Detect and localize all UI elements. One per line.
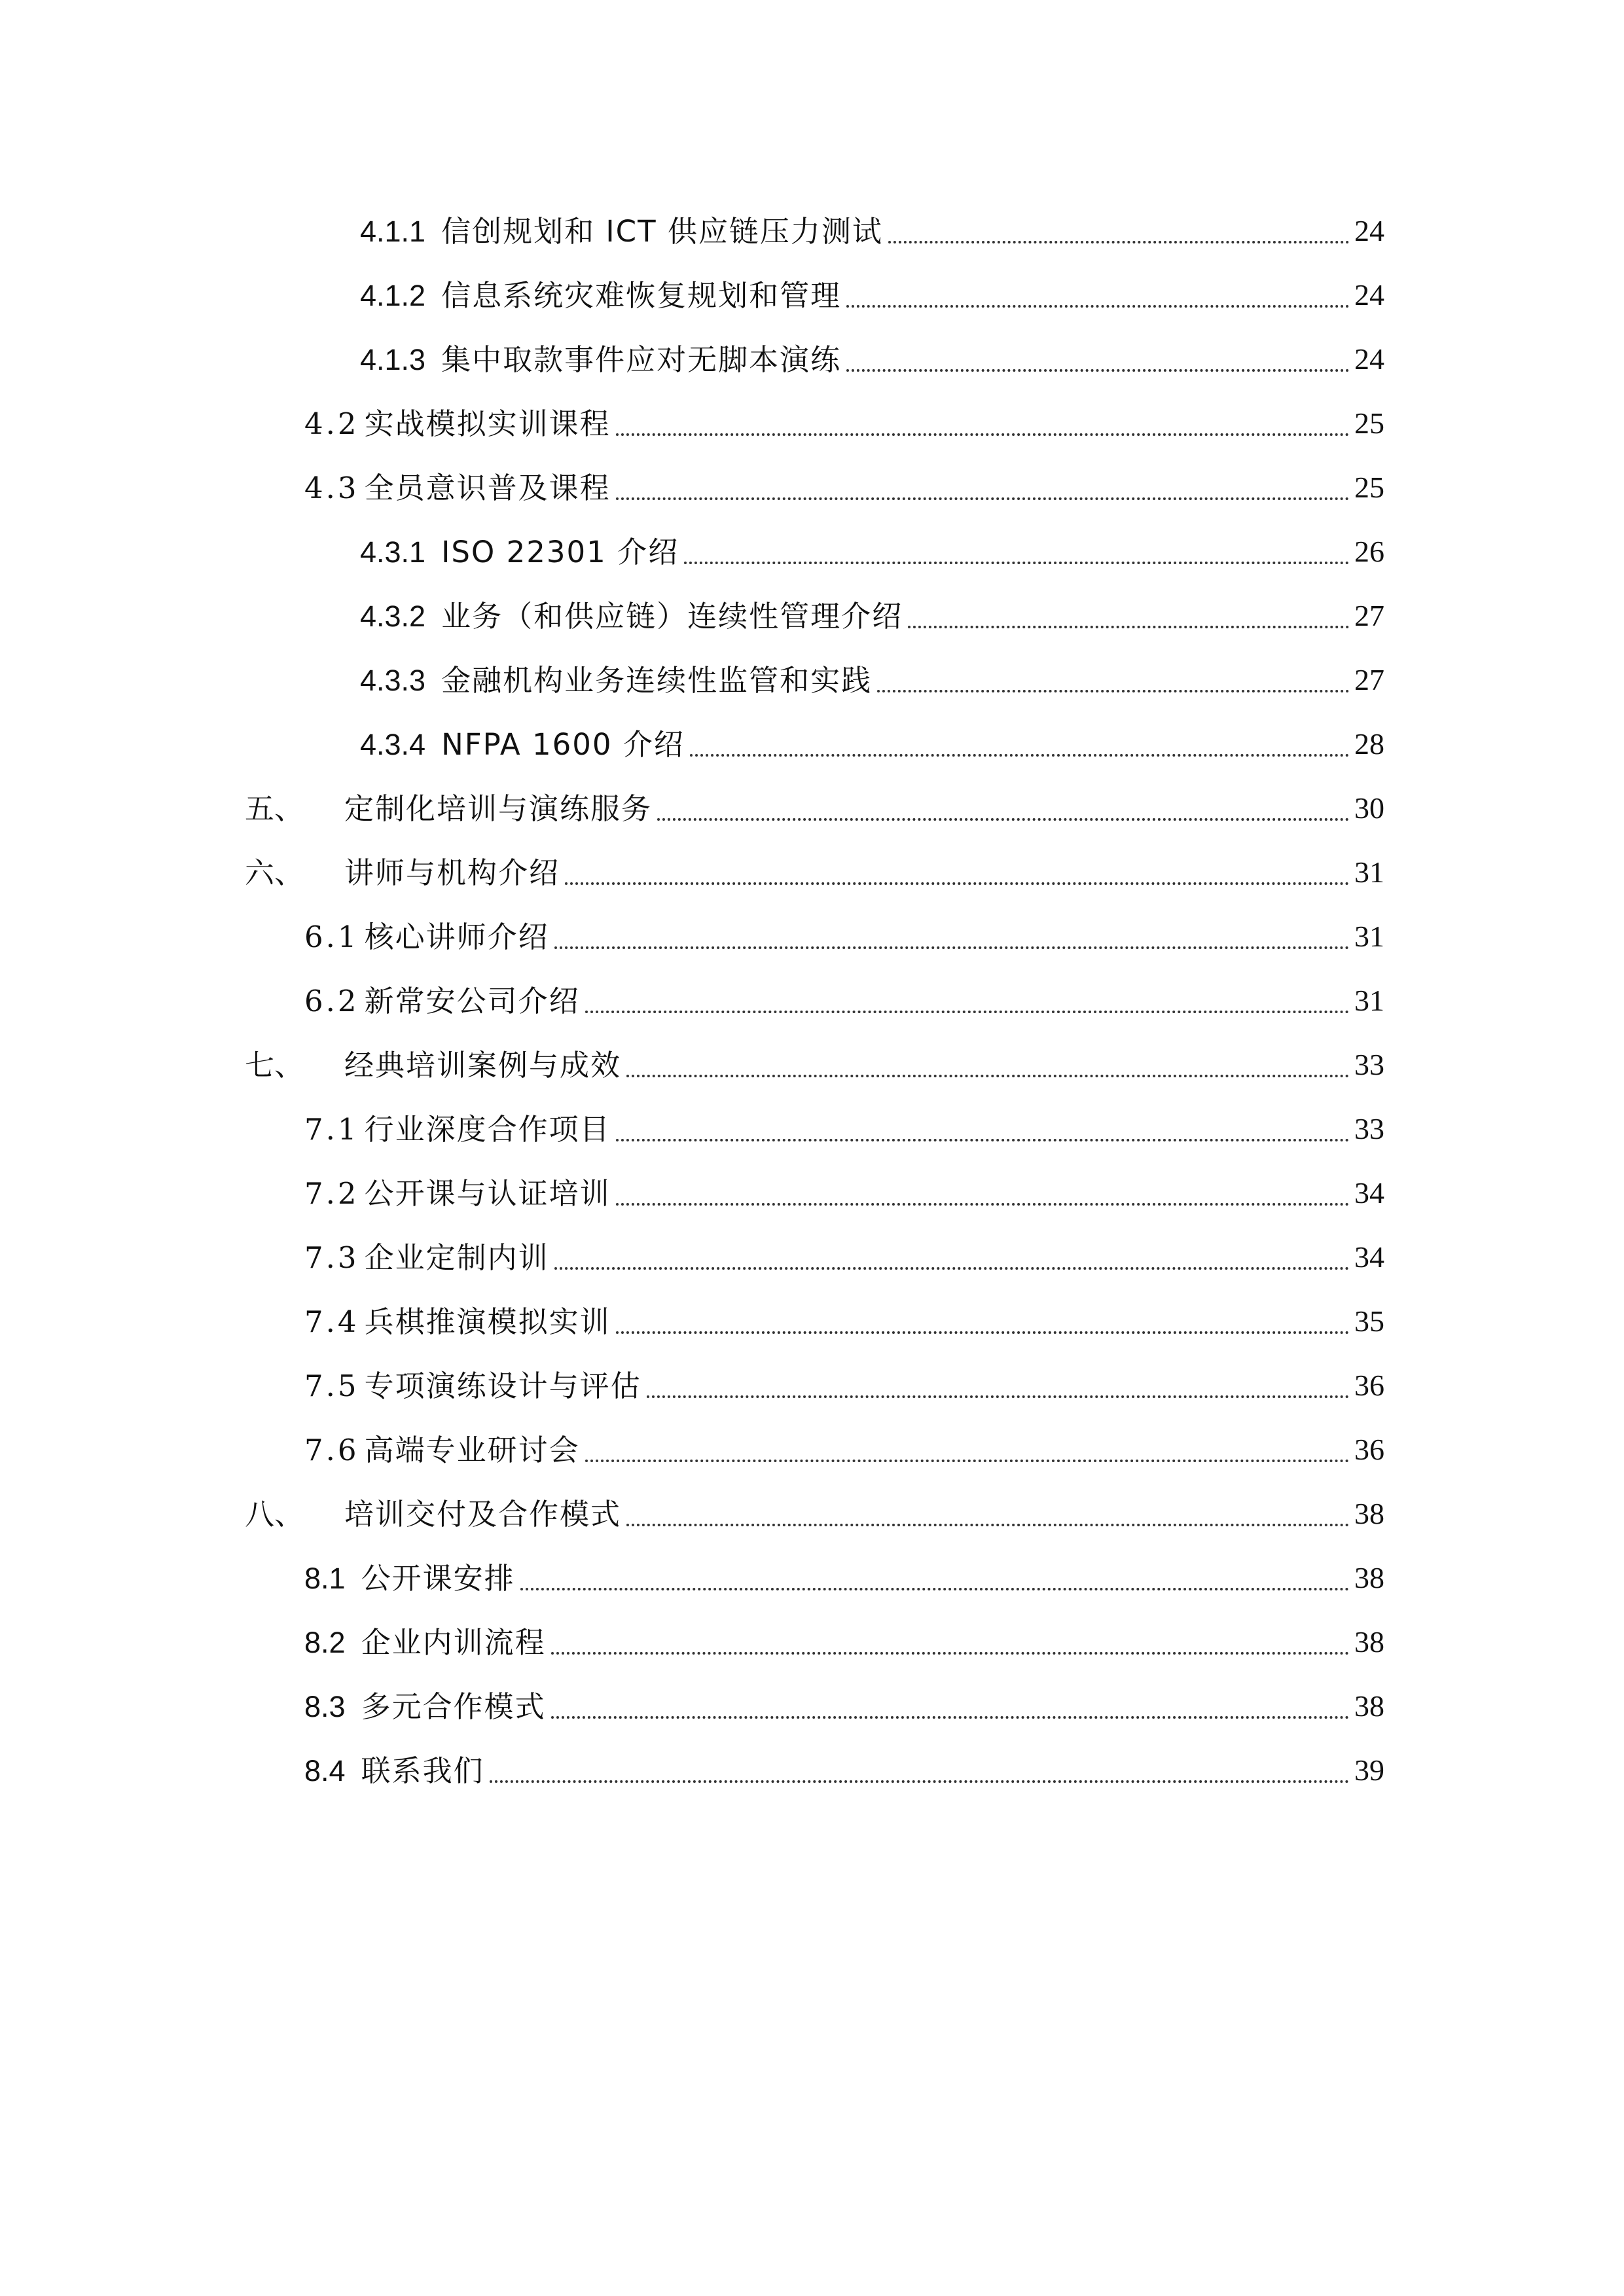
toc-entry-text [360, 534, 679, 569]
toc-page-number: 24 [1354, 278, 1384, 312]
toc-page-number: 35 [1354, 1304, 1384, 1338]
toc-entry-title: ISO 22301 介绍 [441, 534, 679, 569]
toc-entry-title: 高端专业研讨会 [364, 1432, 580, 1467]
toc-entry-number: 4.2 [304, 406, 359, 441]
toc-dot-leader [684, 562, 1349, 564]
toc-entry-number: 6.2 [304, 983, 359, 1018]
toc-entry[interactable] [0, 327, 1624, 391]
toc-entry-number: 8.2 [304, 1625, 346, 1659]
toc-entry-text [304, 1368, 641, 1403]
toc-page-number: 33 [1354, 1048, 1384, 1081]
toc-dot-leader [626, 1524, 1349, 1526]
toc-dot-leader [551, 1716, 1349, 1719]
toc-entry[interactable] [0, 520, 1624, 584]
toc-dot-leader [554, 946, 1349, 949]
toc-entry-number: 4.1.2 [360, 278, 426, 312]
toc-dot-leader [616, 1331, 1349, 1334]
toc-dot-leader [846, 369, 1349, 372]
toc-page-number: 26 [1354, 535, 1384, 568]
toc-dot-leader [846, 305, 1349, 308]
toc-entry[interactable] [0, 1674, 1624, 1738]
toc-entry[interactable] [0, 1033, 1624, 1097]
toc-entry[interactable] [0, 712, 1624, 776]
toc-entry[interactable] [0, 1097, 1624, 1161]
toc-entry-number: 7.4 [304, 1304, 359, 1339]
toc-dot-leader [647, 1395, 1349, 1398]
toc-page-number: 30 [1354, 791, 1384, 825]
toc-entry-number: 五、 [245, 791, 304, 826]
toc-dot-leader [888, 241, 1349, 243]
toc-entry-text [245, 1496, 622, 1532]
toc-page-number: 39 [1354, 1753, 1384, 1787]
toc-entry[interactable] [0, 1161, 1624, 1225]
toc-entry[interactable] [0, 1610, 1624, 1674]
toc-entry-number: 4.1.3 [360, 342, 426, 376]
toc-page-number: 34 [1354, 1240, 1384, 1274]
toc-entry[interactable] [0, 1225, 1624, 1289]
toc-entry-title: 新常安公司介绍 [364, 983, 580, 1018]
toc-entry-number: 六、 [245, 855, 304, 890]
toc-page-number: 25 [1354, 406, 1384, 440]
toc-page-number: 38 [1354, 1561, 1384, 1594]
toc-entry[interactable] [0, 1418, 1624, 1482]
toc-entry-text [360, 726, 685, 762]
toc-entry-number: 4.3 [304, 470, 359, 505]
toc-page-number: 27 [1354, 599, 1384, 632]
toc-page-number: 31 [1354, 984, 1384, 1017]
table-of-contents [0, 199, 1624, 1803]
toc-page-number: 38 [1354, 1625, 1384, 1659]
toc-dot-leader [616, 433, 1349, 436]
toc-entry-text [304, 1432, 580, 1467]
toc-entry[interactable] [0, 648, 1624, 712]
toc-entry-title: 兵棋推演模拟实训 [364, 1304, 611, 1339]
toc-entry[interactable] [0, 840, 1624, 905]
toc-entry-number: 4.3.2 [360, 599, 426, 633]
toc-entry-title: 多元合作模式 [361, 1689, 546, 1724]
toc-entry-text [245, 1047, 622, 1083]
toc-page-number: 27 [1354, 663, 1384, 696]
toc-entry-title: 企业定制内训 [364, 1240, 549, 1275]
toc-entry-title: 专项演练设计与评估 [364, 1368, 641, 1403]
toc-entry-title: 业务（和供应链）连续性管理介绍 [441, 598, 903, 634]
toc-page-number: 36 [1354, 1433, 1384, 1466]
toc-page-number: 24 [1354, 214, 1384, 247]
toc-entry-text [360, 342, 842, 377]
toc-entry-text [360, 598, 903, 634]
toc-entry-title: 经典培训案例与成效 [344, 1047, 622, 1083]
toc-entry-text [304, 470, 611, 505]
toc-entry-number: 八、 [245, 1496, 304, 1532]
toc-page-number: 33 [1354, 1112, 1384, 1145]
toc-page-number: 24 [1354, 342, 1384, 376]
toc-dot-leader [690, 754, 1349, 757]
toc-entry-text [304, 919, 549, 954]
toc-entry-title: 定制化培训与演练服务 [344, 791, 653, 826]
toc-entry-number: 8.3 [304, 1689, 346, 1723]
toc-entry-text [304, 406, 611, 441]
toc-dot-leader [626, 1075, 1349, 1077]
toc-entry-title: 实战模拟实训课程 [364, 406, 611, 441]
toc-page-number: 25 [1354, 471, 1384, 504]
toc-entry-number: 8.4 [304, 1753, 346, 1787]
toc-entry-text [245, 791, 653, 826]
toc-entry-title: 信息系统灾难恢复规划和管理 [441, 278, 842, 313]
toc-entry-number: 8.1 [304, 1561, 346, 1595]
toc-dot-leader [554, 1267, 1349, 1270]
toc-entry-number: 4.3.3 [360, 663, 426, 697]
toc-entry[interactable] [0, 584, 1624, 648]
toc-entry-text [360, 662, 873, 698]
toc-page-number: 38 [1354, 1497, 1384, 1530]
toc-entry-text [304, 1304, 611, 1339]
toc-dot-leader [877, 690, 1349, 692]
toc-entry[interactable] [0, 456, 1624, 520]
toc-entry[interactable] [0, 1354, 1624, 1418]
toc-dot-leader [616, 1139, 1349, 1141]
toc-page-number: 31 [1354, 920, 1384, 953]
toc-entry[interactable] [0, 776, 1624, 840]
toc-dot-leader [490, 1780, 1349, 1783]
toc-entry[interactable] [0, 1482, 1624, 1546]
toc-entry-text [304, 1689, 546, 1724]
toc-entry-number: 6.1 [304, 919, 359, 954]
toc-entry-title: NFPA 1600 介绍 [441, 726, 685, 762]
toc-entry[interactable] [0, 1546, 1624, 1610]
toc-entry-title: 公开课安排 [361, 1560, 515, 1596]
toc-entry-text [304, 1624, 546, 1660]
toc-entry-text [304, 1753, 484, 1788]
toc-dot-leader [616, 1203, 1349, 1206]
toc-entry-title: 集中取款事件应对无脚本演练 [441, 342, 842, 377]
toc-entry[interactable] [0, 199, 1624, 263]
toc-page-number: 38 [1354, 1689, 1384, 1723]
toc-entry-text [304, 983, 580, 1018]
toc-page-number: 36 [1354, 1369, 1384, 1402]
toc-dot-leader [908, 626, 1349, 628]
toc-entry-number: 7.1 [304, 1111, 359, 1147]
toc-entry-title: 全员意识普及课程 [364, 470, 611, 505]
toc-entry-title: 企业内训流程 [361, 1624, 546, 1660]
toc-dot-leader [520, 1588, 1349, 1590]
toc-page-number: 31 [1354, 855, 1384, 889]
toc-entry-title: 公开课与认证培训 [364, 1175, 611, 1211]
toc-entry-text [360, 278, 842, 313]
toc-entry[interactable] [0, 905, 1624, 969]
toc-entry-number: 7.3 [304, 1240, 359, 1275]
toc-entry[interactable] [0, 263, 1624, 327]
toc-entry-text [304, 1111, 611, 1147]
toc-entry[interactable] [0, 1738, 1624, 1803]
toc-dot-leader [616, 497, 1349, 500]
toc-dot-leader [585, 1011, 1349, 1013]
toc-entry-title: 金融机构业务连续性监管和实践 [441, 662, 873, 698]
toc-entry[interactable] [0, 969, 1624, 1033]
toc-entry-title: 行业深度合作项目 [364, 1111, 611, 1147]
toc-entry-number: 7.5 [304, 1368, 359, 1403]
toc-page-number: 28 [1354, 727, 1384, 761]
toc-dot-leader [565, 882, 1349, 885]
toc-entry-text [304, 1560, 515, 1596]
toc-dot-leader [551, 1652, 1349, 1655]
toc-entry-title: 培训交付及合作模式 [344, 1496, 622, 1532]
toc-entry-title: 核心讲师介绍 [364, 919, 549, 954]
toc-entry-number: 7.6 [304, 1432, 359, 1467]
toc-dot-leader [657, 818, 1349, 821]
toc-entry-number: 4.3.4 [360, 727, 426, 761]
toc-entry-number: 4.1.1 [360, 214, 426, 248]
toc-entry-number: 4.3.1 [360, 535, 426, 569]
toc-entry-text [245, 855, 560, 890]
toc-entry-title: 信创规划和 ICT 供应链压力测试 [441, 213, 883, 249]
toc-entry[interactable] [0, 1289, 1624, 1354]
toc-entry-number: 七、 [245, 1047, 304, 1083]
toc-entry[interactable] [0, 391, 1624, 456]
toc-page-number: 34 [1354, 1176, 1384, 1210]
toc-entry-number: 7.2 [304, 1175, 359, 1211]
toc-entry-text [360, 213, 883, 249]
toc-dot-leader [585, 1460, 1349, 1462]
toc-entry-text [304, 1175, 611, 1211]
toc-entry-text [304, 1240, 549, 1275]
toc-entry-title: 联系我们 [361, 1753, 484, 1788]
toc-entry-title: 讲师与机构介绍 [344, 855, 560, 890]
